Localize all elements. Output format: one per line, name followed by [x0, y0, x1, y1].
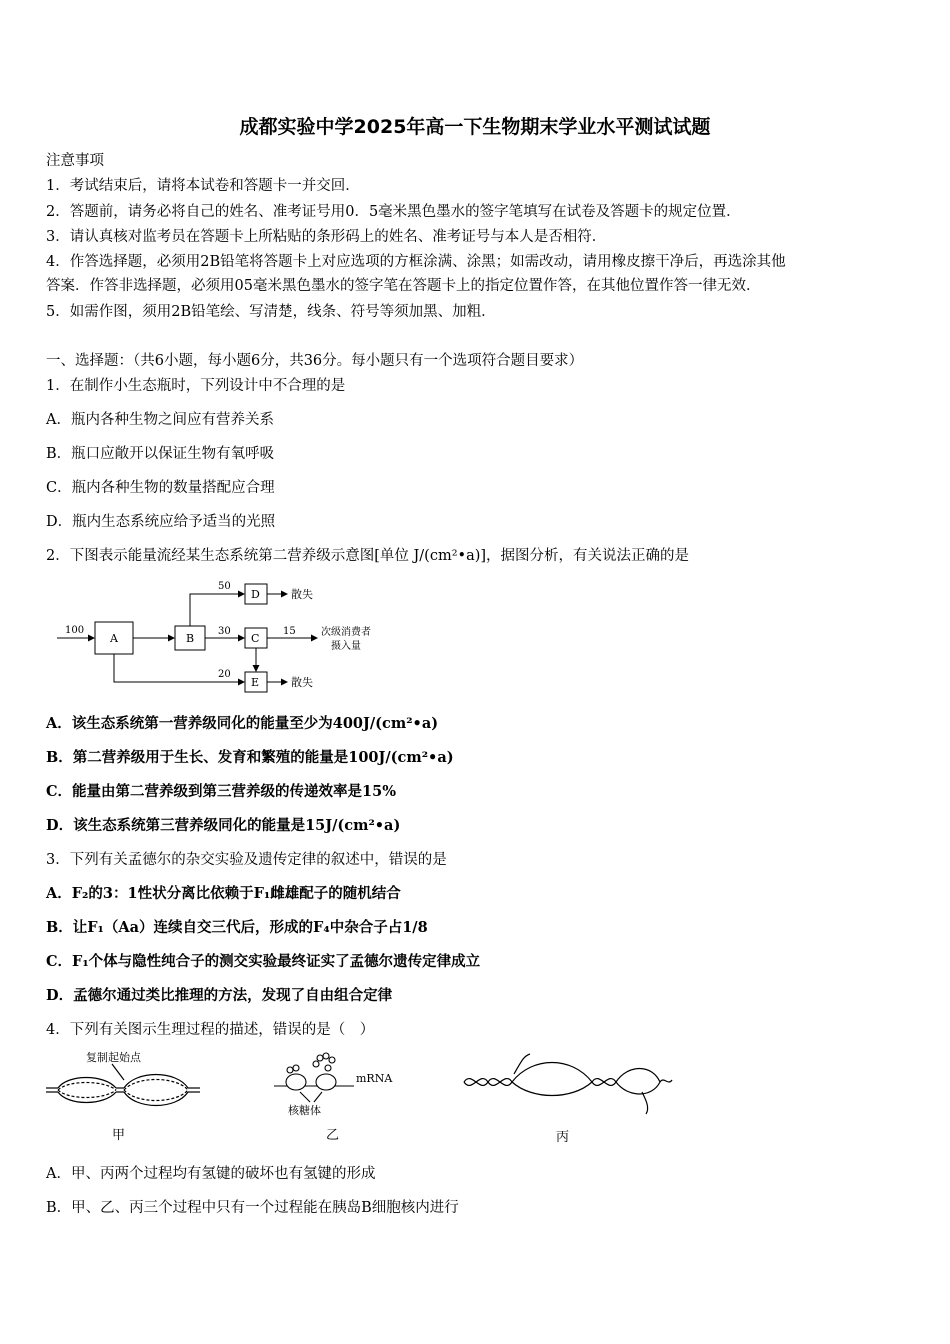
figure-replication: [44, 1048, 204, 1120]
value-label: 100: [65, 625, 85, 636]
option-d: D．孟德尔通过类比推理的方法，发现了自由组合定律: [46, 987, 393, 1004]
svg-text:复制起始点: 复制起始点: [86, 1051, 141, 1064]
flow-label: 散失: [291, 676, 313, 689]
option-c: C．瓶内各种生物的数量搭配应合理: [46, 480, 275, 496]
option-d: D．瓶内生态系统应给予适当的光照: [46, 514, 276, 530]
option-b: B．第二营养级用于生长、发育和繁殖的能量是100J/(cm²•a): [46, 749, 454, 766]
box-label: D: [251, 588, 260, 601]
flow-label: 散失: [291, 588, 313, 601]
option-a: A．瓶内各种生物之间应有营养关系: [46, 412, 274, 428]
notice-item: 5．如需作图，须用2B铅笔绘、写清楚，线条、符号等须加黑、加粗．: [46, 304, 496, 320]
box-label: C: [251, 632, 260, 645]
question-1-stem: 1．在制作小生态瓶时，下列设计中不合理的是: [46, 378, 346, 394]
notice-item: 2．答题前，请务必将自己的姓名、准考证号用0．5毫米黑色墨水的签字笔填写在试卷及答题卡的规定位置．: [46, 204, 741, 220]
svg-text:核糖体: 核糖体: [288, 1104, 321, 1117]
figure-transcription: [462, 1052, 676, 1120]
svg-text:mRNA: mRNA: [356, 1072, 393, 1085]
notice-item: 3．请认真核对监考员在答题卡上所粘贴的条形码上的姓名、准考证号与本人是否相符．: [46, 229, 607, 245]
option-c: C．F₁个体与隐性纯合子的测交实验最终证实了孟德尔遗传定律成立: [46, 953, 481, 970]
figure-caption: 乙: [326, 1128, 340, 1143]
notice-item: 1．考试结束后，请将本试卷和答题卡一并交回．: [46, 178, 360, 194]
option-a: A．该生态系统第一营养级同化的能量至少为400J/(cm²•a): [46, 715, 439, 732]
box-label: B: [186, 632, 195, 645]
figure-translation: [270, 1050, 410, 1118]
energy-flow-diagram: [55, 578, 385, 696]
flow-label: 次级消费者: [321, 627, 371, 638]
option-a: A．F₂的3：1性状分离比依赖于F₁雌雄配子的随机结合: [46, 885, 401, 902]
notice-item: 4．作答选择题，必须用2B铅笔将答题卡上对应选项的方框涂满、涂黑；如需改动，请用橡皮擦干净后，再选涂其他: [46, 254, 786, 270]
question-2-stem: 2．下图表示能量流经某生态系统第二营养级示意图[单位 J/(cm²•a)]，据图分析，有关说法正确的是: [46, 548, 690, 564]
question-4-stem: 4．下列有关图示生理过程的描述，错误的是（ ）: [46, 1022, 375, 1038]
option-b: B．让F₁（Aa）连续自交三代后，形成的F₄中杂合子占1/8: [46, 919, 428, 936]
box-label: A: [110, 632, 118, 645]
option-b: B．甲、乙、丙三个过程中只有一个过程能在胰岛B细胞核内进行: [46, 1200, 459, 1216]
flow-label: 摄入量: [331, 641, 361, 652]
option-b: B．瓶口应敞开以保证生物有氧呼吸: [46, 446, 275, 462]
question-3-stem: 3．下列有关孟德尔的杂交实验及遗传定律的叙述中，错误的是: [46, 852, 447, 868]
figure-caption: 丙: [556, 1130, 570, 1145]
figure-caption: 甲: [112, 1128, 126, 1143]
value-label: 30: [218, 626, 231, 637]
option-a: A．甲、丙两个过程均有氢键的破坏也有氢键的形成: [46, 1166, 376, 1182]
box-label: E: [251, 676, 260, 689]
section-heading: 一、选择题：（共6小题，每小题6分，共36分。每小题只有一个选项符合题目要求）: [46, 353, 584, 369]
value-label: 50: [218, 581, 231, 592]
notice-item: 答案．作答非选择题，必须用05毫米黑色墨水的签字笔在答题卡上的指定位置作答，在其他位置作答一律无效．: [46, 278, 761, 294]
page-title: 成都实验中学2025年高一下生物期末学业水平测试试题: [239, 116, 711, 138]
option-c: C．能量由第二营养级到第三营养级的传递效率是15%: [46, 783, 396, 800]
value-label: 20: [218, 669, 231, 680]
value-label: 15: [283, 626, 296, 637]
option-d: D．该生态系统第三营养级同化的能量是15J/(cm²•a): [46, 817, 401, 834]
notice-heading: 注意事项: [46, 153, 104, 169]
